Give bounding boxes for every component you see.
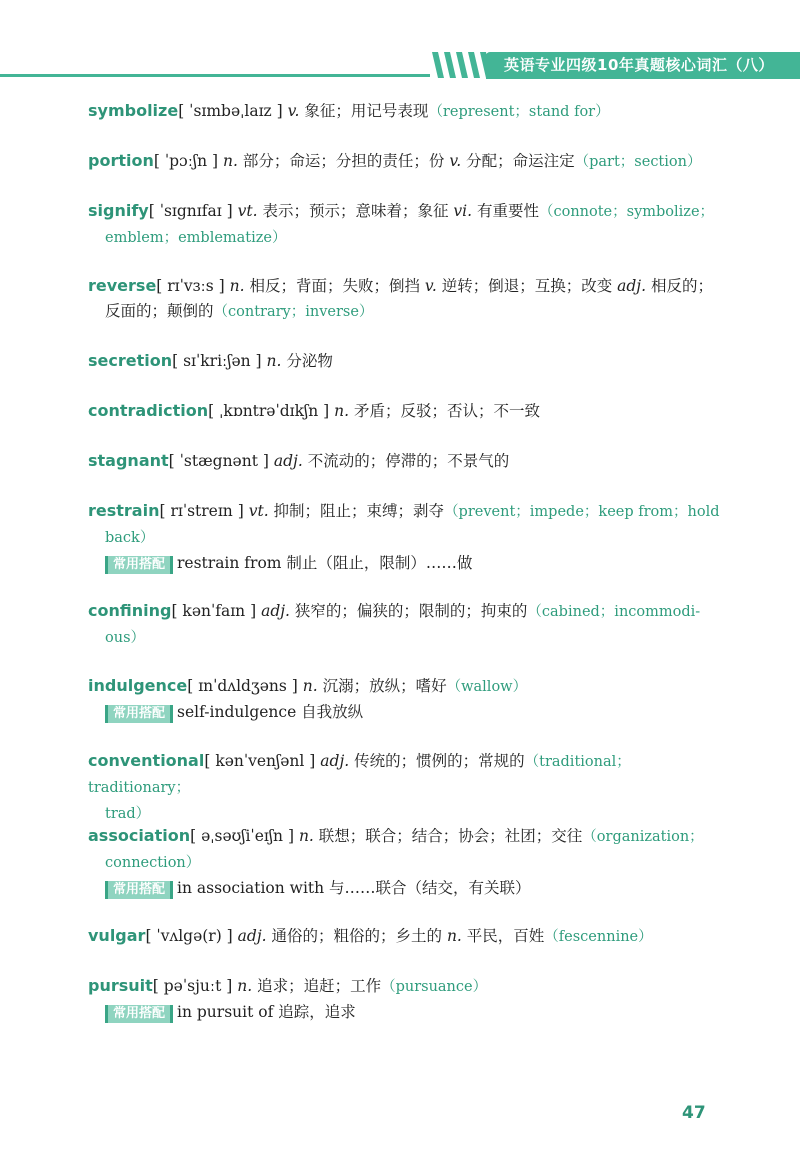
part-of-speech: vi.: [453, 202, 473, 220]
phonetic: [ ˌkɒntrəˈdɪkʃn ]: [208, 402, 330, 420]
synonyms: （wallow）: [446, 679, 528, 695]
part-of-speech: vt.: [237, 202, 258, 220]
headword: restrain: [88, 501, 160, 520]
synonyms-continued: emblem；emblematize）: [105, 230, 287, 246]
header-banner-title: 英语专业四级10年真题核心词汇（八）: [486, 52, 800, 79]
vocab-entry: [88, 98, 730, 125]
headword: portion: [88, 151, 154, 170]
collocation-text: in pursuit of 追踪，追求: [177, 1003, 356, 1021]
part-of-speech: n.: [446, 927, 462, 945]
vocab-entry: [88, 148, 730, 175]
synonyms: （part；section）: [574, 154, 702, 170]
part-of-speech: n.: [229, 277, 245, 295]
part-of-speech: n.: [298, 827, 314, 845]
definition: 相反的；: [646, 277, 713, 295]
vocab-entry: [88, 398, 730, 424]
part-of-speech: n.: [302, 677, 318, 695]
vocab-entry: [88, 823, 730, 901]
synonyms-continued: connection）: [105, 855, 201, 871]
headword: contradiction: [88, 401, 209, 420]
phonetic: [ ɪnˈdʌldʒəns ]: [187, 677, 298, 695]
synonyms: （traditional；traditionary；: [88, 754, 631, 796]
collocation-badge: 常用搭配: [105, 556, 173, 574]
headword: stagnant: [88, 451, 169, 470]
collocation-line: [88, 551, 730, 576]
definition: 有重要性: [472, 202, 539, 220]
part-of-speech: n.: [237, 977, 253, 995]
vocab-entry: [88, 448, 730, 474]
vocab-entry: [88, 598, 730, 651]
definition: 象征；用记号表现: [299, 102, 429, 120]
part-of-speech: adj.: [237, 927, 267, 945]
header-rule: [0, 74, 430, 77]
vocab-entry: [88, 348, 730, 374]
headword: signify: [88, 201, 149, 220]
definition: 部分；命运；分担的责任；份: [237, 152, 450, 170]
vocab-entry: [88, 973, 730, 1025]
definition: 矛盾；反驳；否认；不一致: [349, 402, 540, 420]
headword: indulgence: [88, 676, 188, 695]
collocation-badge: 常用搭配: [105, 705, 173, 723]
headword: pursuit: [88, 976, 153, 995]
synonyms: （connote；symbolize；: [538, 204, 715, 220]
vocab-entry: [88, 273, 730, 325]
synonyms: （cabined；incommodi-: [527, 604, 701, 620]
collocation-line: [88, 700, 730, 725]
headword: conventional: [88, 751, 205, 770]
definition: 抑制；阻止；束缚；剥夺: [268, 502, 445, 520]
synonyms-continued: trad）: [105, 806, 151, 822]
collocation-line: [88, 1000, 730, 1025]
part-of-speech: adj.: [617, 277, 647, 295]
synonyms: （contrary；inverse）: [213, 304, 374, 320]
part-of-speech: v.: [424, 277, 437, 295]
phonetic: [ kənˈfaɪn ]: [171, 602, 257, 620]
definition-continued: 反面的；颠倒的: [105, 302, 214, 320]
part-of-speech: adj.: [261, 602, 290, 620]
vocab-entry: [88, 923, 730, 950]
phonetic: [ rɪˈstreɪn ]: [159, 502, 244, 520]
synonyms-continued: back）: [105, 530, 155, 546]
phonetic: [ ˈpɔːʃn ]: [153, 152, 219, 170]
vocab-entry: [88, 198, 730, 251]
vocab-entry: [88, 748, 730, 827]
phonetic: [ sɪˈkriːʃən ]: [172, 352, 262, 370]
vocab-entry: [88, 673, 730, 725]
definition: 沉溺；放纵；嗜好: [317, 677, 447, 695]
phonetic: [ ˈsɪmbəˌlaɪz ]: [178, 102, 283, 120]
part-of-speech: n.: [266, 352, 282, 370]
part-of-speech: vt.: [248, 502, 269, 520]
headword: symbolize: [88, 101, 179, 120]
headword: confining: [88, 601, 172, 620]
phonetic: [ ˈstægnənt ]: [168, 452, 269, 470]
definition: 不流动的；停滞的；不景气的: [302, 452, 510, 470]
part-of-speech: n.: [334, 402, 350, 420]
collocation-badge: 常用搭配: [105, 881, 173, 899]
definition: 分泌物: [281, 352, 333, 370]
vocab-entry: [88, 498, 730, 576]
collocation-line: [88, 876, 730, 901]
phonetic: [ pəˈsjuːt ]: [152, 977, 233, 995]
headword: reverse: [88, 276, 157, 295]
part-of-speech: v.: [287, 102, 300, 120]
definition: 狭窄的；偏狭的；限制的；拘束的: [289, 602, 528, 620]
definition: 相反；背面；失败；倒挡: [244, 277, 425, 295]
part-of-speech: v.: [449, 152, 462, 170]
collocation-text: in association with 与……联合（结交，有关联）: [177, 879, 531, 897]
synonyms: （represent；stand for）: [428, 104, 610, 120]
definition: 平民，百姓: [461, 927, 545, 945]
collocation-text: self-indulgence 自我放纵: [177, 703, 364, 721]
collocation-badge: 常用搭配: [105, 1005, 173, 1023]
phonetic: [ ˈvʌlgə(r) ]: [145, 927, 233, 945]
phonetic: [ rɪˈvɜːs ]: [156, 277, 225, 295]
definition: 通俗的；粗俗的；乡土的: [266, 927, 447, 945]
phonetic: [ əˌsəʊʃiˈeɪʃn ]: [190, 827, 294, 845]
collocation-text: restrain from 制止（阻止，限制）……做: [177, 554, 473, 572]
definition: 传统的；惯例的；常规的: [349, 752, 525, 770]
synonyms: （organization；: [582, 829, 704, 845]
part-of-speech: adj.: [320, 752, 350, 770]
synonyms: （pursuance）: [381, 979, 488, 995]
definition: 追求；追赶；工作: [252, 977, 382, 995]
part-of-speech: adj.: [273, 452, 303, 470]
definition: 联想；联合；结合；协会；社团；交往: [313, 827, 583, 845]
header-stripes-decoration: [428, 52, 494, 78]
definition: 逆转；倒退；互换；改变: [436, 277, 618, 295]
synonyms: （fescennine）: [544, 929, 653, 945]
phonetic: [ ˈsɪgnɪfaɪ ]: [148, 202, 233, 220]
phonetic: [ kənˈvenʃənl ]: [204, 752, 316, 770]
headword: vulgar: [88, 926, 146, 945]
definition: 分配；命运注定: [461, 152, 575, 170]
page-number: 47: [682, 1103, 706, 1123]
definition: 表示；预示；意味着；象征: [257, 202, 454, 220]
headword: association: [88, 826, 191, 845]
synonyms-continued: ous）: [105, 630, 146, 646]
part-of-speech: n.: [223, 152, 238, 170]
headword: secretion: [88, 351, 173, 370]
synonyms: （prevent；impede；keep from；hold: [444, 504, 720, 520]
